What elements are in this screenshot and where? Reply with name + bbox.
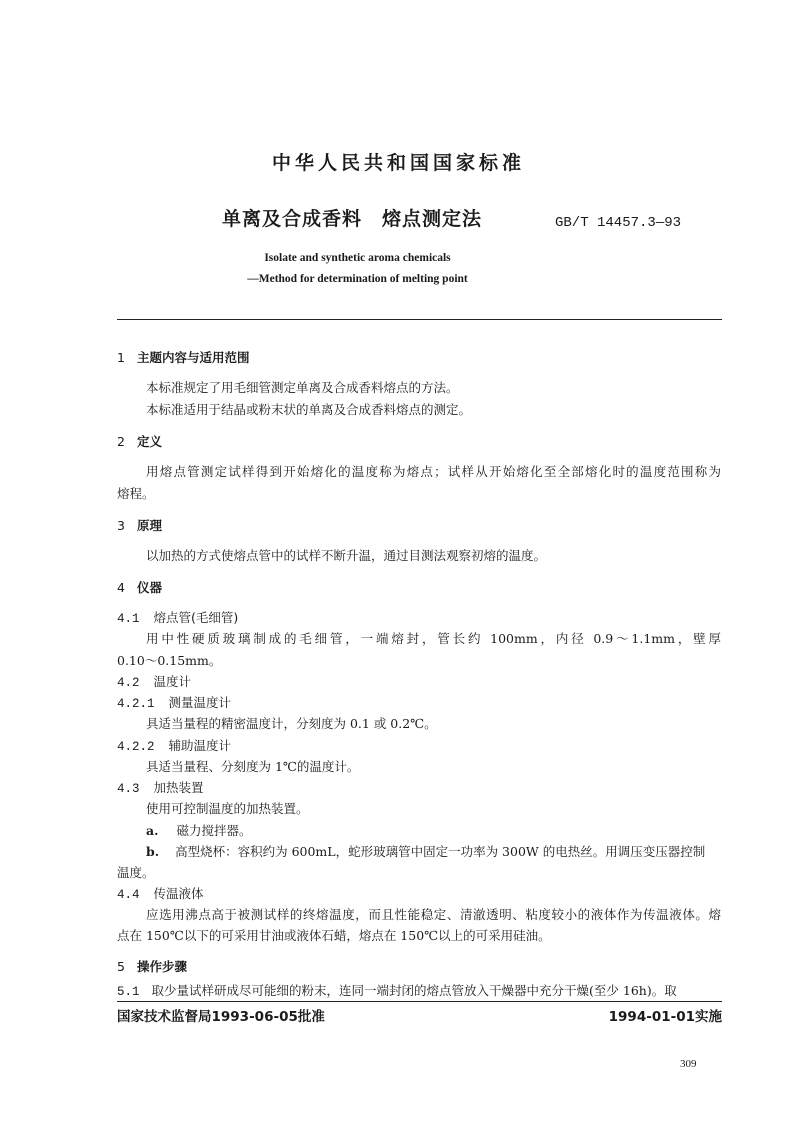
subsection-4-1-para-line1: 用中性硬质玻璃制成的毛细管，一端熔封，管长约 100mm，内径 0.9～1.1mm，壁厚 xyxy=(146,631,721,646)
section-number: 4 xyxy=(117,580,125,595)
subsection-number: 5.1 xyxy=(117,985,140,999)
subsection-title: 传温液体 xyxy=(153,886,204,901)
subsection-4-2-2-para: 具适当量程、分刻度为 1℃的温度计。 xyxy=(146,759,360,774)
list-text: 磁力搅拌器。 xyxy=(176,823,252,838)
list-label: a. xyxy=(146,823,159,838)
subsection-4-4-para-line1: 应选用沸点高于被测试样的终熔温度，而且性能稳定、清澈透明、粘度较小的液体作为传温液体。熔 xyxy=(146,907,721,922)
list-item-b-continued: 温度。 xyxy=(117,865,155,880)
subsection-number: 4.2.2 xyxy=(117,740,155,754)
subsection-4-3-para: 使用可控制温度的加热装置。 xyxy=(146,801,309,816)
subsection-title: 温度计 xyxy=(153,674,192,689)
section-number: 3 xyxy=(117,518,125,533)
subsection-4-2-2-heading xyxy=(117,736,231,754)
implementation-line: 1994-01-01实施 xyxy=(608,1009,722,1025)
section-number: 5 xyxy=(117,959,125,974)
list-text: 高型烧杯：容积约为 600mL，蛇形玻璃管中固定一功率为 300W 的电热丝。用调压变压器控制 xyxy=(175,844,706,859)
subsection-number: 4.1 xyxy=(117,612,140,626)
section-5-heading xyxy=(117,957,187,975)
standard-title-en-line2: —Method for determination of melting point xyxy=(247,273,468,285)
section-title: 主题内容与适用范围 xyxy=(136,350,250,365)
standard-title-cn: 单离及合成香料 熔点测定法 xyxy=(222,208,483,230)
subsection-title: 熔点管(毛细管) xyxy=(153,610,239,625)
subsection-number: 4.3 xyxy=(117,782,140,796)
list-item-a xyxy=(146,821,251,839)
header-divider xyxy=(117,319,722,320)
subsection-4-2-heading xyxy=(117,672,191,690)
subsection-number: 4.2.1 xyxy=(117,697,155,711)
subsection-number: 4.4 xyxy=(117,888,140,902)
approval-line: 国家技术监督局1993-06-05批准 xyxy=(117,1009,325,1025)
subsection-title: 测量温度计 xyxy=(168,695,232,710)
section-2-para-line1: 用熔点管测定试样得到开始熔化的温度称为熔点；试样从开始熔化至全部熔化时的温度范围称为 xyxy=(146,464,721,479)
subsection-5-1-para xyxy=(117,981,722,999)
list-label: b. xyxy=(146,844,160,859)
subsection-4-2-1-para: 具适当量程的精密温度计，分刻度为 0.1 或 0.2℃。 xyxy=(146,716,437,731)
section-title: 仪器 xyxy=(136,580,162,595)
subsection-4-4-para-line2: 点在 150℃以下的可采用甘油或液体石蜡，熔点在 150℃以上的可采用硅油。 xyxy=(117,928,551,943)
section-2-para-line2: 熔程。 xyxy=(117,486,155,501)
page-number: 309 xyxy=(680,1058,697,1070)
section-number: 2 xyxy=(117,434,125,449)
subsection-title: 加热装置 xyxy=(153,780,204,795)
section-number: 1 xyxy=(117,350,125,365)
section-1-para-1: 本标准规定了用毛细管测定单离及合成香料熔点的方法。 xyxy=(146,380,459,395)
subsection-number: 4.2 xyxy=(117,676,140,690)
subsection-title: 辅助温度计 xyxy=(168,738,232,753)
subsection-4-1-heading xyxy=(117,608,238,626)
section-2-heading xyxy=(117,432,162,450)
subsection-4-2-1-heading xyxy=(117,693,231,711)
section-1-heading xyxy=(117,348,249,366)
subsection-4-1-para-line2: 0.10～0.15mm。 xyxy=(117,653,222,668)
section-3-para: 以加热的方式使熔点管中的试样不断升温，通过目测法观察初熔的温度。 xyxy=(146,548,547,563)
section-title: 原理 xyxy=(136,518,162,533)
section-title: 操作步骤 xyxy=(136,959,187,974)
list-item-b xyxy=(146,842,721,860)
section-title: 定义 xyxy=(136,434,162,449)
section-4-heading xyxy=(117,578,162,596)
footer-divider xyxy=(117,1001,722,1002)
standard-title-en-line1: Isolate and synthetic aroma chemicals xyxy=(264,252,451,264)
section-3-heading xyxy=(117,516,162,534)
subsection-4-3-heading xyxy=(117,778,204,796)
standard-code: GB/T 14457.3—93 xyxy=(555,215,682,231)
national-standard-heading: 中华人民共和国国家标准 xyxy=(271,152,525,174)
subsection-text: 取少量试样研成尽可能细的粉末，连同一端封闭的熔点管放入干燥器中充分干燥(至少 16h)。取 xyxy=(151,983,677,998)
subsection-4-4-heading xyxy=(117,884,204,902)
section-1-para-2: 本标准适用于结晶或粉末状的单离及合成香料熔点的测定。 xyxy=(146,402,472,417)
